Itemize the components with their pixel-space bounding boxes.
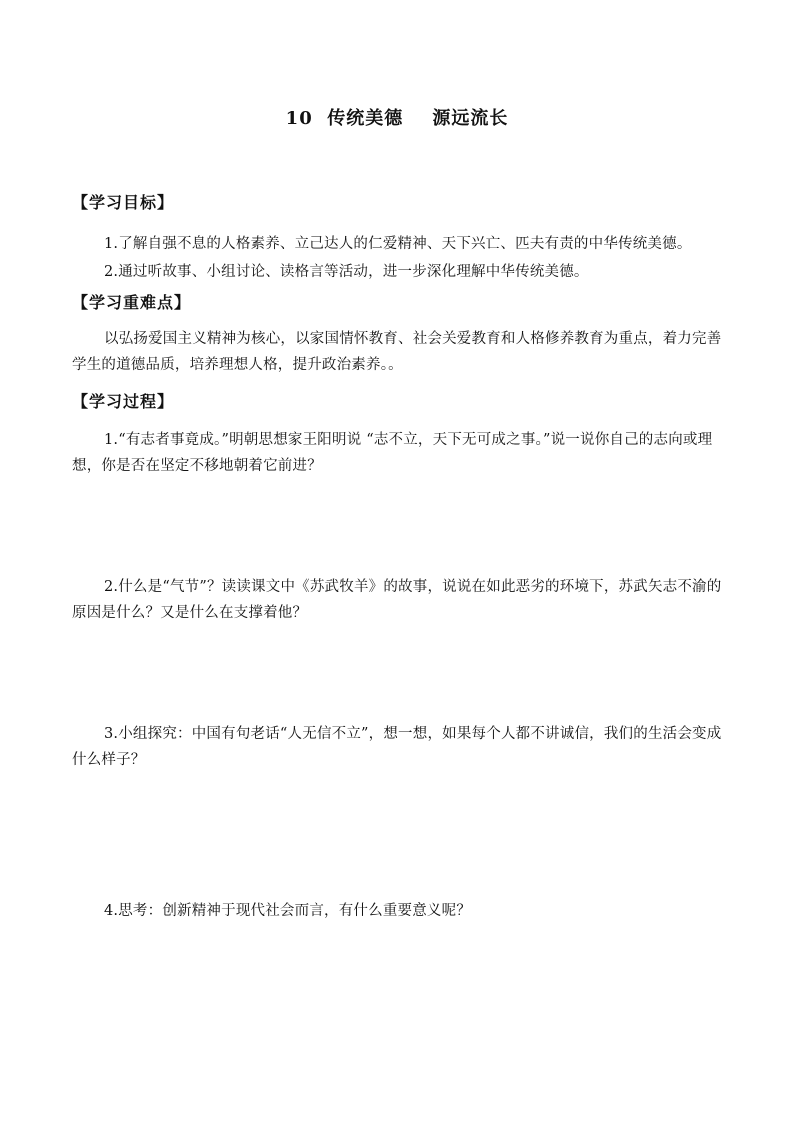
section-heading-goals: 【学习目标】	[72, 193, 175, 212]
page-title: 10 传统美德 源远流长	[285, 108, 509, 129]
goal-item-2: 2.通过听故事、小组讨论、读格言等活动，进一步深化理解中华传统美德。	[104, 264, 589, 280]
section-heading-process: 【学习过程】	[72, 392, 175, 411]
goal-item-1: 1.了解自强不息的人格素养、立己达人的仁爱精神、天下兴亡、匹夫有责的中华传统美德。	[104, 236, 692, 252]
question-2: 2.什么是“气节”？读读课文中《苏武牧羊》的故事，说说在如此恶劣的环境下，苏武矢志不渝的原因是什么？又是什么在支撑着他？	[72, 579, 722, 621]
question-1: 1.“有志者事竟成。”明朝思想家王阳明说 “志不立，天下无可成之事。”说一说你自己的志向或理想，你是否在坚定不移地朝着它前进？	[72, 432, 713, 474]
question-4: 4.思考：创新精神于现代社会而言，有什么重要意义呢？	[104, 903, 472, 919]
section-heading-key-points: 【学习重难点】	[72, 293, 192, 312]
question-3: 3.小组探究：中国有句老话“人无信不立”，想一想，如果每个人都不讲诚信，我们的生活会变成什么样子？	[72, 726, 722, 768]
key-points-paragraph: 以弘扬爱国主义精神为核心，以家国情怀教育、社会关爱教育和人格修养教育为重点，着力完善学生的道德品质，培养理想人格，提升政治素养。。	[72, 331, 722, 373]
